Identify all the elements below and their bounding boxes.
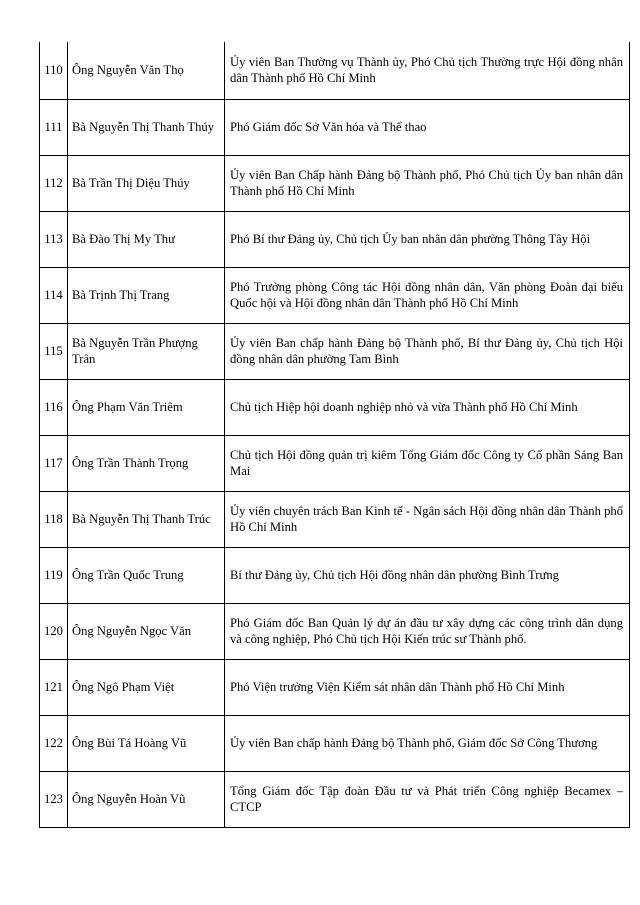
member-position: Bí thư Đảng ủy, Chủ tịch Hội đồng nhân dân phường Bình Trưng (225, 547, 630, 603)
member-name: Bà Đào Thị My Thư (68, 211, 225, 267)
member-name: Ông Phạm Văn Triêm (68, 379, 225, 435)
row-number: 119 (40, 547, 68, 603)
row-number: 110 (40, 42, 68, 99)
table-row (40, 211, 630, 267)
table-row (40, 155, 630, 211)
member-table (39, 42, 630, 828)
table-row (40, 659, 630, 715)
member-position: Ủy viên Ban Chấp hành Đảng bộ Thành phố, Phó Chủ tịch Ủy ban nhân dân Thành phố Hồ Chí Minh (225, 155, 630, 211)
table-row (40, 379, 630, 435)
row-number: 115 (40, 323, 68, 379)
member-name: Bà Nguyễn Thị Thanh Thúy (68, 99, 225, 155)
member-name: Ông Nguyễn Ngọc Văn (68, 603, 225, 659)
member-name: Ông Trần Thành Trọng (68, 435, 225, 491)
row-number: 122 (40, 715, 68, 771)
table-row (40, 491, 630, 547)
member-position: Ủy viên Ban chấp hành Đảng bộ Thành phố, Bí thư Đảng ủy, Chủ tịch Hội đồng nhân dân phường Tam Bình (225, 323, 630, 379)
member-position: Chủ tịch Hội đồng quản trị kiêm Tổng Giám đốc Công ty Cổ phần Sáng Ban Mai (225, 435, 630, 491)
member-name: Ông Bùi Tá Hoàng Vũ (68, 715, 225, 771)
table-row (40, 715, 630, 771)
member-name: Bà Trịnh Thị Trang (68, 267, 225, 323)
row-number: 113 (40, 211, 68, 267)
member-position: Chủ tịch Hiệp hội doanh nghiệp nhỏ và vừa Thành phố Hồ Chí Minh (225, 379, 630, 435)
member-name: Bà Trần Thị Diệu Thúy (68, 155, 225, 211)
member-name: Bà Nguyễn Trần Phượng Trân (68, 323, 225, 379)
member-position: Ủy viên chuyên trách Ban Kinh tế - Ngân sách Hội đồng nhân dân Thành phố Hồ Chí Minh (225, 491, 630, 547)
table-row (40, 42, 630, 99)
row-number: 121 (40, 659, 68, 715)
member-position: Phó Giám đốc Sở Văn hóa và Thể thao (225, 99, 630, 155)
member-name: Ông Ngô Phạm Việt (68, 659, 225, 715)
table-row (40, 603, 630, 659)
row-number: 123 (40, 771, 68, 827)
table-row (40, 547, 630, 603)
member-position: Phó Viện trưởng Viện Kiểm sát nhân dân Thành phố Hồ Chí Minh (225, 659, 630, 715)
table-row (40, 99, 630, 155)
row-number: 114 (40, 267, 68, 323)
member-name: Ông Trần Quốc Trung (68, 547, 225, 603)
table-row (40, 771, 630, 827)
member-name: Ông Nguyễn Văn Thọ (68, 42, 225, 99)
member-position: Phó Giám đốc Ban Quản lý dự án đầu tư xây dựng các công trình dân dụng và công nghiệp, Phó Chủ tịch Hội Kiến trúc sư Thành phố. (225, 603, 630, 659)
member-position: Phó Trưởng phòng Công tác Hội đồng nhân dân, Văn phòng Đoàn đại biểu Quốc hội và Hội đồng nhân dân Thành phố Hồ Chí Minh (225, 267, 630, 323)
row-number: 120 (40, 603, 68, 659)
row-number: 117 (40, 435, 68, 491)
member-position: Ủy viên Ban chấp hành Đảng bộ Thành phố, Giám đốc Sở Công Thương (225, 715, 630, 771)
row-number: 112 (40, 155, 68, 211)
row-number: 116 (40, 379, 68, 435)
table-row (40, 435, 630, 491)
member-position: Phó Bí thư Đảng ủy, Chủ tịch Ủy ban nhân dân phường Thông Tây Hội (225, 211, 630, 267)
table-row (40, 323, 630, 379)
row-number: 111 (40, 99, 68, 155)
member-name: Bà Nguyễn Thị Thanh Trúc (68, 491, 225, 547)
member-position: Ủy viên Ban Thường vụ Thành ủy, Phó Chủ tịch Thường trực Hội đồng nhân dân Thành phố Hồ Chí Minh (225, 42, 630, 99)
member-name: Ông Nguyễn Hoàn Vũ (68, 771, 225, 827)
table-row (40, 267, 630, 323)
row-number: 118 (40, 491, 68, 547)
member-position: Tổng Giám đốc Tập đoàn Đầu tư và Phát triển Công nghiệp Becamex – CTCP (225, 771, 630, 827)
